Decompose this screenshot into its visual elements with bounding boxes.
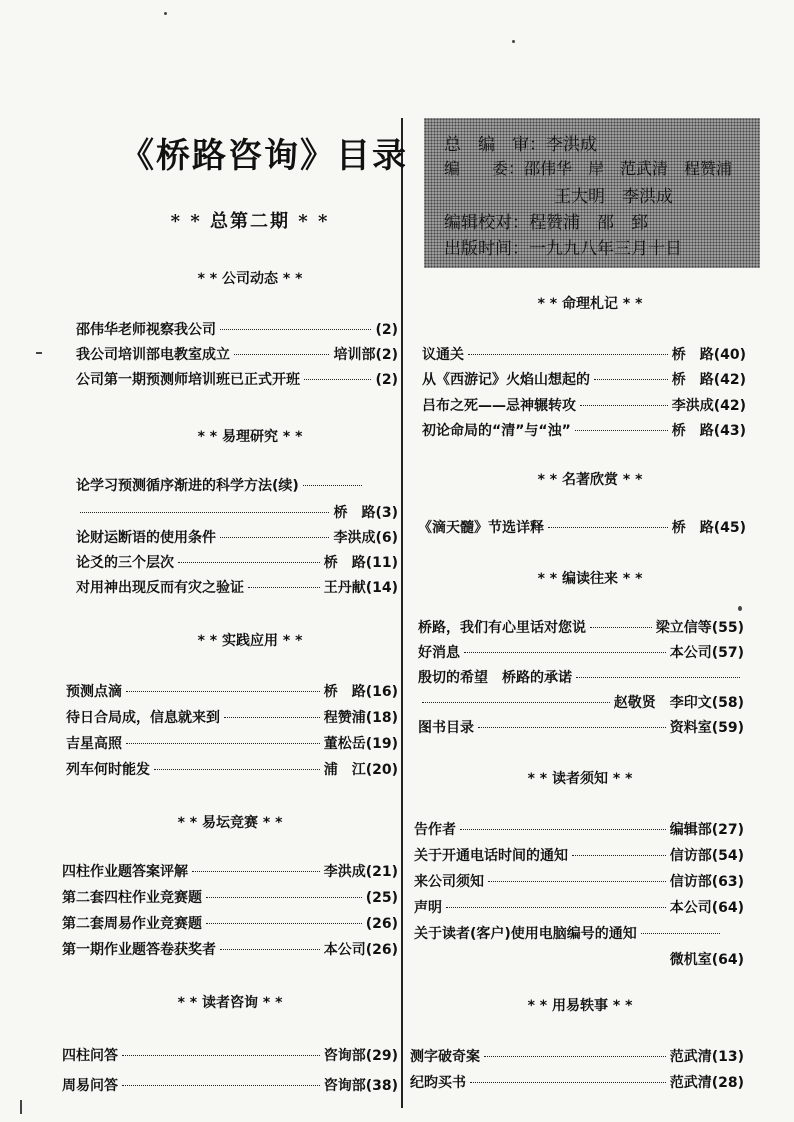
toc-entry[interactable]: 关于读者(客户)使用电脑编号的通知 (414, 923, 724, 943)
toc-entry[interactable]: 声明 本公司 (64) (414, 900, 744, 916)
section-heading: * * 易坛竞赛 * * (177, 815, 283, 831)
toc-entry[interactable]: 列车何时能发 浦 江 (20) (66, 762, 398, 778)
toc-entry[interactable]: 告作者 编辑部 (27) (414, 822, 744, 838)
toc-entry[interactable]: 测字破奇案 范武清 (13) (410, 1049, 744, 1065)
toc-entry[interactable]: 第二套四柱作业竞赛题 (25) (62, 890, 398, 906)
toc-entry[interactable]: 桥路，我们有心里话对您说 梁立信等 (55) (418, 620, 744, 636)
toc-entry[interactable]: 预测点滴 桥 路 (16) (66, 684, 398, 700)
toc-entry[interactable]: 第二套周易作业竞赛题 (26) (62, 916, 398, 932)
toc-entry[interactable]: 我公司培训部电教室成立 培训部 (2) (76, 347, 398, 363)
toc-entry[interactable]: 殷切的希望 桥路的承诺 (418, 667, 744, 687)
toc-entry[interactable]: 邵伟华老师视察我公司 (2) (76, 322, 398, 338)
toc-entry[interactable]: 公司第一期预测师培训班已正式开班 (2) (76, 372, 398, 388)
section-heading: * * 用易轶事 * * (527, 998, 633, 1014)
section-heading: * * 名著欣赏 * * (537, 472, 643, 488)
toc-entry[interactable]: 第一期作业题答卷获奖者 本公司 (26) (62, 942, 398, 958)
section-heading: * * 命理札记 * * (537, 296, 643, 312)
toc-entry[interactable]: 来公司须知 信访部 (63) (414, 874, 744, 890)
info-committee: 编 委：邵伟华 岸 范武清 程赞浦 (444, 159, 733, 178)
toc-entry[interactable]: 四柱问答 咨询部 (29) (62, 1048, 398, 1064)
scan-speck (36, 352, 42, 354)
info-publish-date: 出版时间：一九九八年三月十日 (444, 239, 682, 259)
info-proofreading: 编辑校对：程赞浦 邵 郅 (444, 213, 648, 233)
scan-speck (738, 606, 742, 611)
toc-entry[interactable]: 从《西游记》火焰山想起的 桥 路 (42) (422, 372, 746, 388)
toc-entry[interactable]: 论学习预测循序渐进的科学方法(续) (76, 475, 366, 495)
column-divider (401, 118, 403, 1108)
scan-speck (20, 1100, 22, 1114)
toc-entry[interactable]: 初论命局的“清”与“浊” 桥 路 (43) (422, 423, 746, 439)
scan-speck (512, 40, 515, 43)
info-committee-cont: 王大明 李洪成 (554, 187, 673, 207)
toc-entry[interactable]: 关于开通电话时间的通知 信访部 (54) (414, 848, 744, 864)
section-heading: * * 读者咨询 * * (177, 995, 283, 1011)
toc-entry-cont[interactable]: 桥 路 (3) (76, 502, 398, 522)
section-heading: * * 易理研究 * * (197, 429, 303, 445)
editorial-info-box (424, 118, 760, 268)
section-heading: * * 公司动态 * * (197, 271, 303, 287)
toc-entry[interactable]: 议通关 桥 路 (40) (422, 347, 746, 363)
toc-entry[interactable]: 周易问答 咨询部 (38) (62, 1078, 398, 1094)
toc-entry[interactable]: 四柱作业题答案评解 李洪成 (21) (62, 864, 398, 880)
toc-entry[interactable]: 对用神出现反而有灾之验证 王丹献 (14) (76, 580, 398, 596)
scan-speck (164, 12, 167, 15)
toc-entry[interactable]: 纪昀买书 范武清 (28) (410, 1075, 744, 1091)
toc-entry[interactable]: 图书目录 资料室 (59) (418, 720, 744, 736)
issue-label: * * 总第二期 * * (170, 211, 330, 232)
toc-entry[interactable]: 论爻的三个层次 桥 路 (11) (76, 555, 398, 571)
toc-entry-cont[interactable]: 微机室 (64) (669, 952, 744, 968)
page-title: 《桥路咨询》目录 (120, 136, 408, 176)
section-heading: * * 编读往来 * * (537, 571, 643, 587)
toc-entry[interactable]: 《滴天髓》节选详释 桥 路 (45) (418, 520, 746, 536)
toc-entry[interactable]: 论财运断语的使用条件 李洪成 (6) (76, 530, 398, 546)
info-chief-editor: 总 编 审：李洪成 (444, 135, 597, 155)
toc-entry[interactable]: 待日合局成，信息就来到 程赞浦 (18) (66, 710, 398, 726)
toc-entry[interactable]: 吕布之死——忌神辗转攻 李洪成 (42) (422, 398, 746, 414)
toc-entry[interactable]: 吉星高照 董松岳 (19) (66, 736, 398, 752)
toc-entry[interactable]: 好消息 本公司 (57) (418, 645, 744, 661)
toc-entry-cont[interactable]: 赵敬贤 李印文 (58) (418, 692, 744, 712)
section-heading: * * 读者须知 * * (527, 771, 633, 787)
section-heading: * * 实践应用 * * (197, 633, 303, 649)
